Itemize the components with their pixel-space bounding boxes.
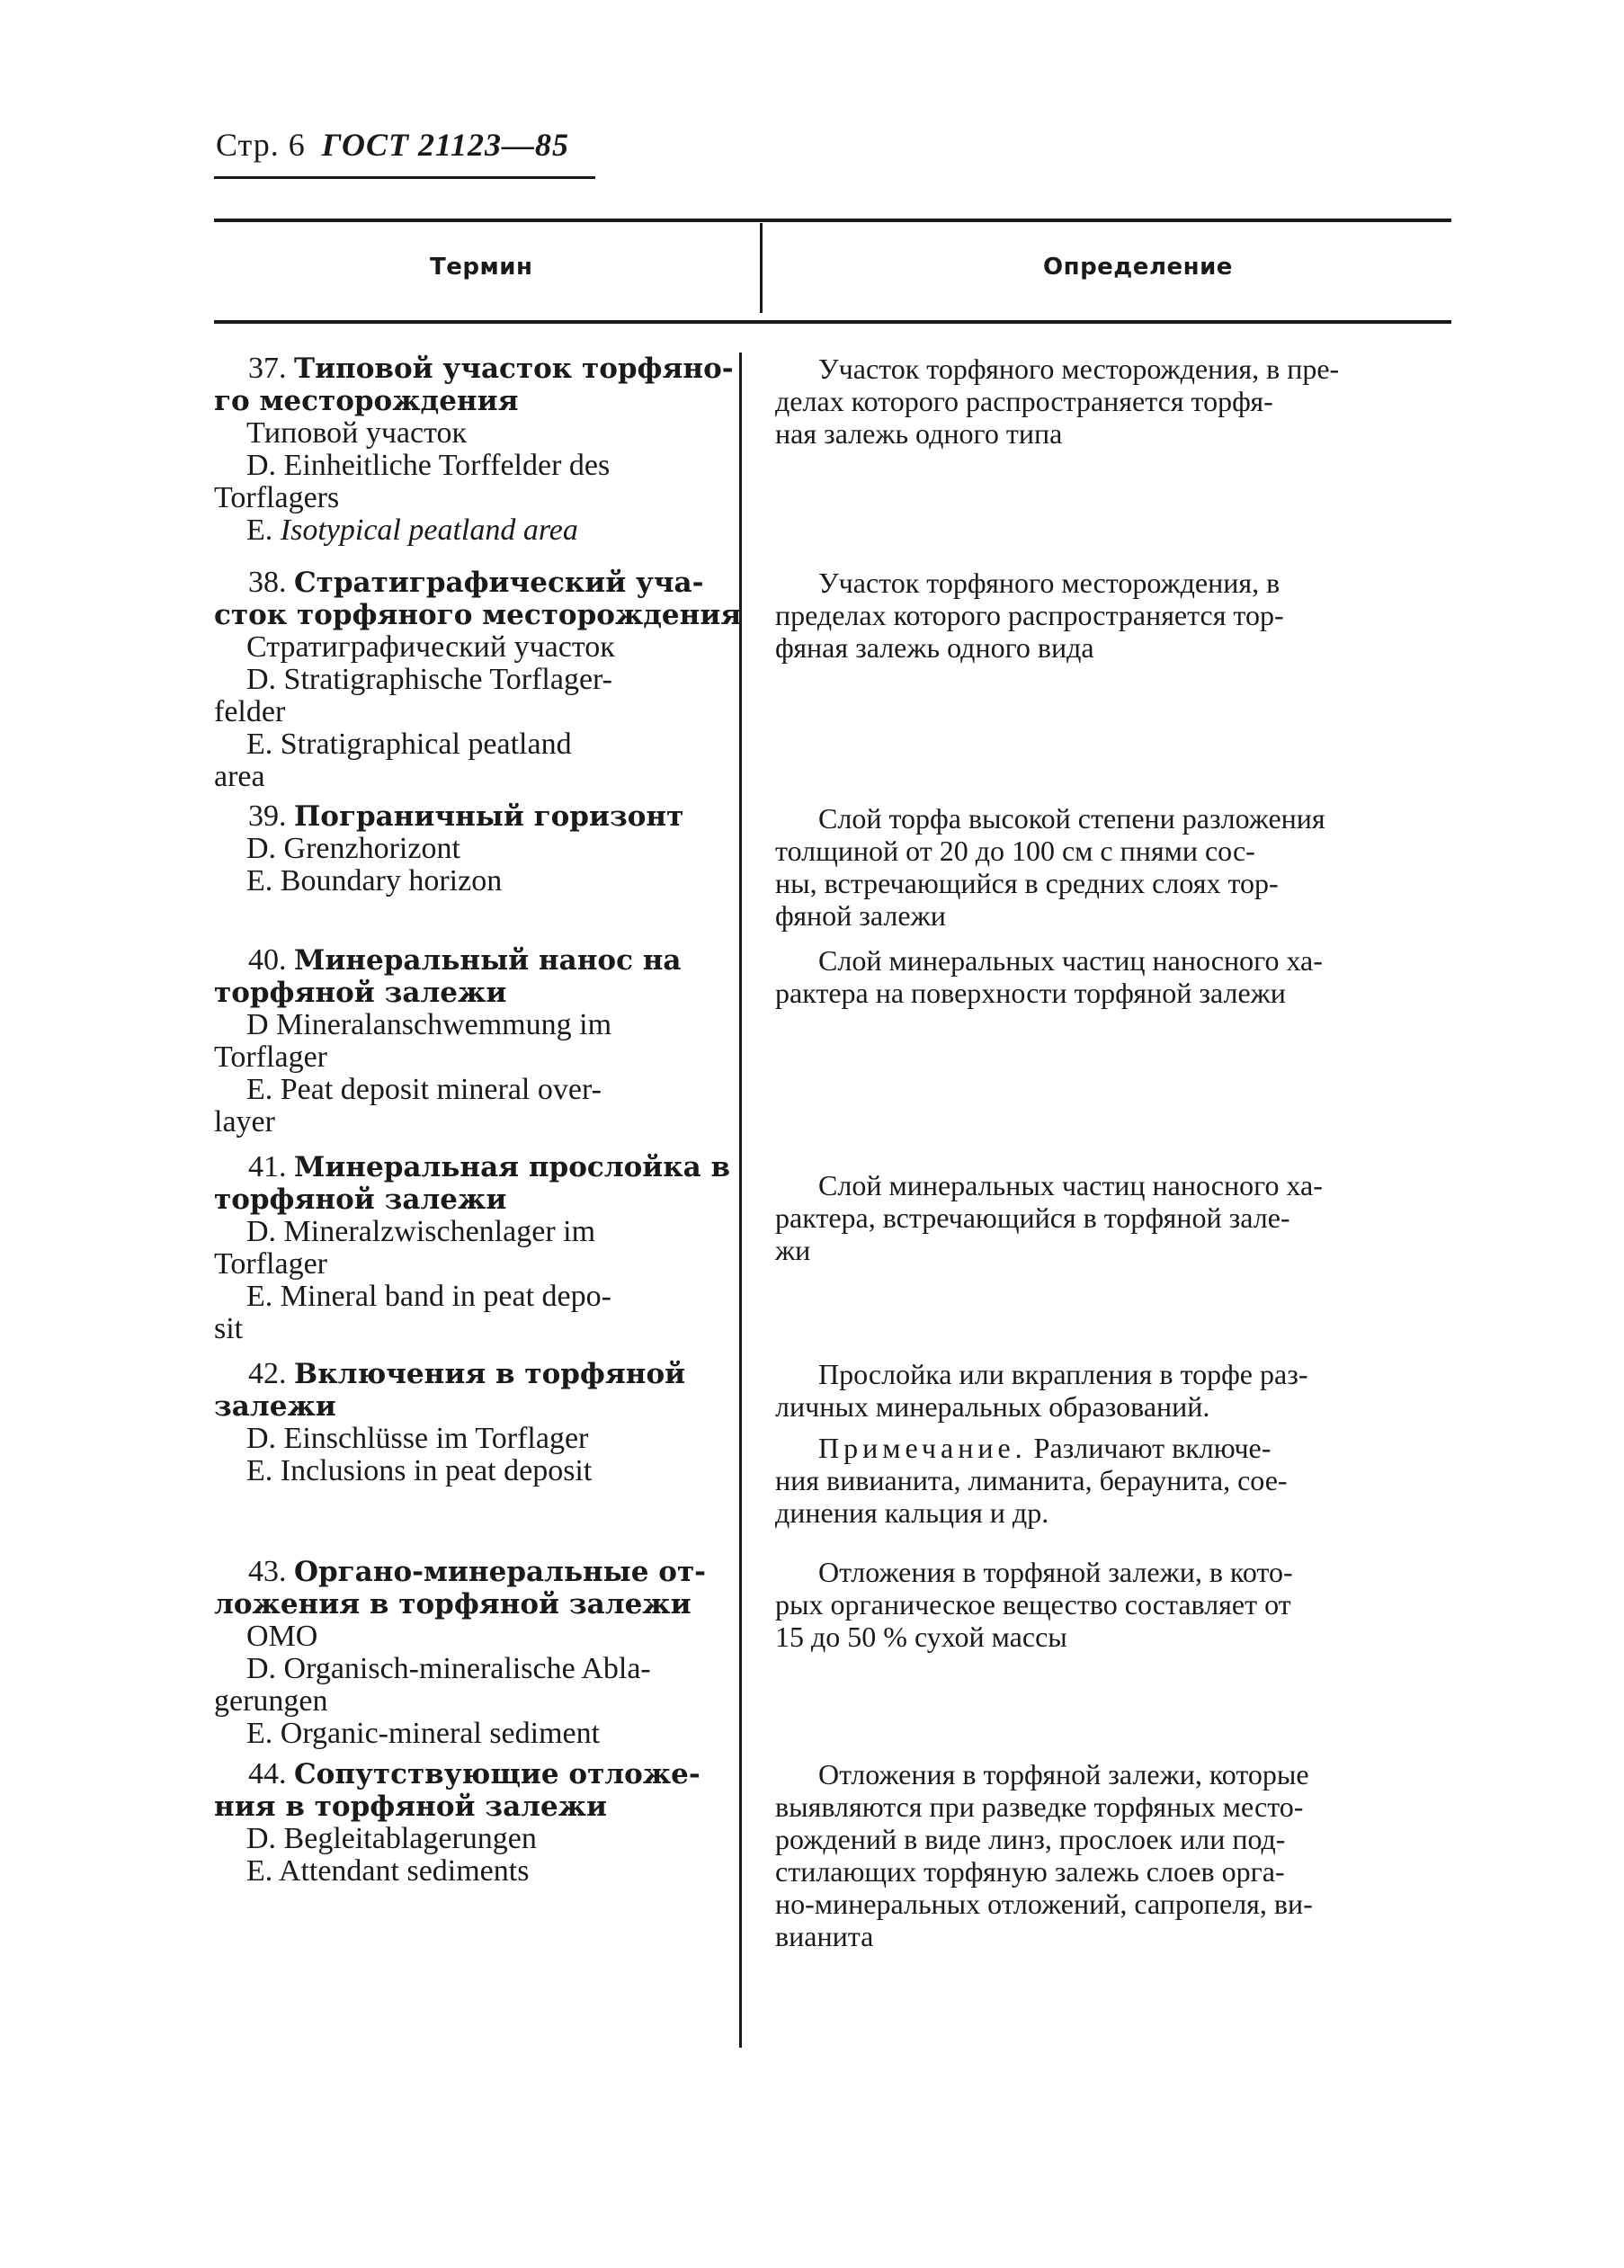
definition-line: жи [775,1234,811,1266]
term-line [214,977,736,1009]
term-text: D Mineralanschwemmung im [246,1008,612,1041]
definition-cell [775,1169,1459,1266]
term-number: 37. [248,352,294,385]
term-text-italic: Isotypical peatland area [280,513,578,547]
term-title: Сопутствующие отложе- [294,1758,700,1790]
term-text: D. Stratigraphische Torflager- [246,663,613,696]
term-line [214,1455,736,1487]
definition-line: Прослойка или вкрапления в торфе раз- [818,1358,1308,1390]
term-text: D. Organisch-mineralische Abla- [246,1652,651,1685]
term-title: Минеральный нанос на [294,944,682,977]
definition-line: стилающих торфяную залежь слоев орга- [775,1855,1285,1888]
term-text: ОМО [246,1620,318,1653]
term-line [214,800,736,833]
term-line [214,1074,736,1106]
definition-line: Слой торфа высокой степени разложения [818,802,1325,835]
note-line: ния вивианита, лиманита, бераунита, сое- [775,1464,1288,1496]
term-line [214,728,736,761]
definition-line: Слой минеральных частиц наносного ха- [818,944,1323,977]
definition-line: Участок торфяного месторождения, в пре- [818,353,1340,385]
definition-cell [775,567,1459,664]
table-header-rule [214,320,1451,324]
definition-line: фяной залежи [775,899,946,932]
term-line [214,1151,736,1183]
term-title: торфяной залежи [214,977,507,1009]
term-line [214,1390,736,1423]
term-text: E. Attendant sediments [246,1854,530,1888]
definition-line: Слой минеральных частиц наносного ха- [818,1169,1323,1201]
term-number: 41. [248,1150,294,1183]
term-line [214,1423,736,1455]
term-line [214,1041,736,1074]
note-line [775,1432,1459,1464]
term-title: Минеральная прослойка в [294,1151,731,1183]
note-line: динения кальция и др. [775,1496,1049,1529]
definition-line: рождений в виде линз, прослоек или под- [775,1823,1286,1855]
term-line [214,1281,736,1313]
term-text: E. Inclusions in peat deposit [246,1454,593,1487]
term-cell [214,800,736,897]
term-text: E. Mineral band in peat depo- [246,1280,611,1313]
definition-line: ная залежь одного типа [775,417,1063,450]
term-line [214,761,736,793]
term-line [214,664,736,696]
term-cell [214,566,742,793]
term-line [214,865,736,897]
term-line [214,1621,736,1653]
term-text: area [214,760,265,793]
term-cell [214,353,736,547]
table-top-rule [214,219,1451,222]
definition-line: 15 до 50 % сухой массы [775,1621,1067,1653]
term-line [214,1758,736,1790]
term-text: E. Peat deposit mineral over- [246,1073,602,1106]
term-cell [214,944,736,1138]
standard-number: ГОСТ 21123—85 [321,127,570,163]
note-text: Различают включе- [1026,1432,1272,1464]
term-text: Torflager [214,1247,327,1281]
term-title: Органо-минеральные от- [294,1556,707,1588]
term-number: 38. [248,566,294,599]
header-underline [214,176,595,179]
term-text: gerungen [214,1684,328,1718]
term-line [214,1313,736,1345]
page-number: Стр. 6 [216,127,306,163]
term-title: сток торфяного месторождения [214,599,742,631]
term-line [214,514,736,547]
term-line [214,385,736,417]
term-line [214,417,736,450]
term-line [214,353,736,385]
term-title: ния в торфяной залежи [214,1790,608,1823]
term-text: E. [246,513,281,547]
definition-line: делах которого распространяется торфя- [775,385,1273,417]
definition-line: рактера, встречающийся в торфяной зале- [775,1201,1290,1234]
definition-line: ны, встречающийся в средних слоях тор- [775,867,1279,899]
definition-cell [775,353,1459,450]
term-text: layer [214,1105,275,1138]
term-title: ложения в торфяной залежи [214,1588,692,1621]
term-text: Типовой участок [246,416,468,450]
column-divider-header [760,223,763,313]
term-line [214,567,736,599]
term-title: торфяной залежи [214,1183,507,1216]
term-line [214,1855,736,1888]
definition-cell [775,1358,1459,1529]
term-line [214,1790,736,1823]
definition-cell [775,944,1459,1009]
term-cell [214,1151,736,1345]
term-line [214,1653,736,1685]
term-title: Типовой участок торфяно- [294,353,734,385]
term-cell [214,1358,736,1487]
term-text: E. Stratigraphical peatland [246,728,572,761]
term-title: Пограничный горизонт [294,800,684,833]
term-title: залежи [214,1390,336,1423]
definition-line: Участок торфяного месторождения, в [818,567,1280,599]
term-line [214,1009,736,1041]
term-text: felder [214,695,286,728]
term-title: Стратиграфический уча- [294,567,704,599]
definition-line: выявляются при разведке торфяных место- [775,1790,1304,1823]
term-line [214,1216,736,1248]
term-line [214,631,736,664]
definition-line: пределах которого распространяется тор- [775,599,1284,631]
term-number: 44. [248,1757,294,1790]
note-label: Примечание. [818,1432,1027,1464]
term-line [214,1248,736,1281]
definition-line: толщиной от 20 до 100 см с пнями сос- [775,835,1255,867]
term-line [214,1106,736,1138]
term-cell [214,1556,736,1750]
term-text: D. Grenzhorizont [246,832,460,865]
term-text: Стратиграфический участок [246,630,615,664]
term-title: го месторождения [214,385,519,417]
term-text: E. Organic-mineral sediment [246,1717,601,1750]
column-header-term: Термин [430,254,533,281]
term-line [214,450,736,482]
definition-line: Отложения в торфяной залежи, в кото- [818,1556,1293,1588]
term-number: 42. [248,1357,294,1390]
term-line [214,1823,736,1855]
definition-line: рых органическое вещество составляет от [775,1588,1291,1621]
term-cell [214,1758,736,1888]
term-line [214,833,736,865]
note-spacer [775,1423,1459,1432]
term-text: D. Mineralzwischenlager im [246,1215,596,1248]
term-number: 40. [248,943,294,977]
column-header-definition: Определение [1043,254,1233,281]
term-line [214,1685,736,1718]
term-line [214,1588,736,1621]
definition-line: но-минеральных отложений, сапропеля, ви- [775,1888,1313,1920]
term-text: D. Einschlüsse im Torflager [246,1422,589,1455]
term-line [214,1183,736,1216]
definition-cell [775,802,1459,932]
term-text: Torflagers [214,481,340,514]
term-line [214,1718,736,1750]
term-text: sit [214,1312,244,1345]
term-text: Torflager [214,1040,327,1074]
definition-cell [775,1758,1459,1952]
term-text: E. Boundary horizon [246,864,503,897]
term-line [214,1358,736,1390]
definition-line: вианита [775,1920,874,1952]
definition-line: фяная залежь одного вида [775,631,1094,664]
definition-cell [775,1556,1459,1653]
term-number: 39. [248,799,294,833]
term-line [214,482,736,514]
term-line [214,944,736,977]
term-line [214,599,742,631]
definition-line: личных минеральных образований. [775,1390,1210,1423]
term-number: 43. [248,1555,294,1588]
term-line [214,696,736,728]
term-line [214,1556,736,1588]
term-title: Включения в торфяной [294,1358,686,1390]
definition-line: Отложения в торфяной залежи, которые [818,1758,1309,1790]
page-header [216,126,569,164]
term-text: D. Begleitablagerungen [246,1822,537,1855]
term-text: D. Einheitliche Torffelder des [246,449,611,482]
definition-line: рактера на поверхности торфяной залежи [775,977,1286,1009]
